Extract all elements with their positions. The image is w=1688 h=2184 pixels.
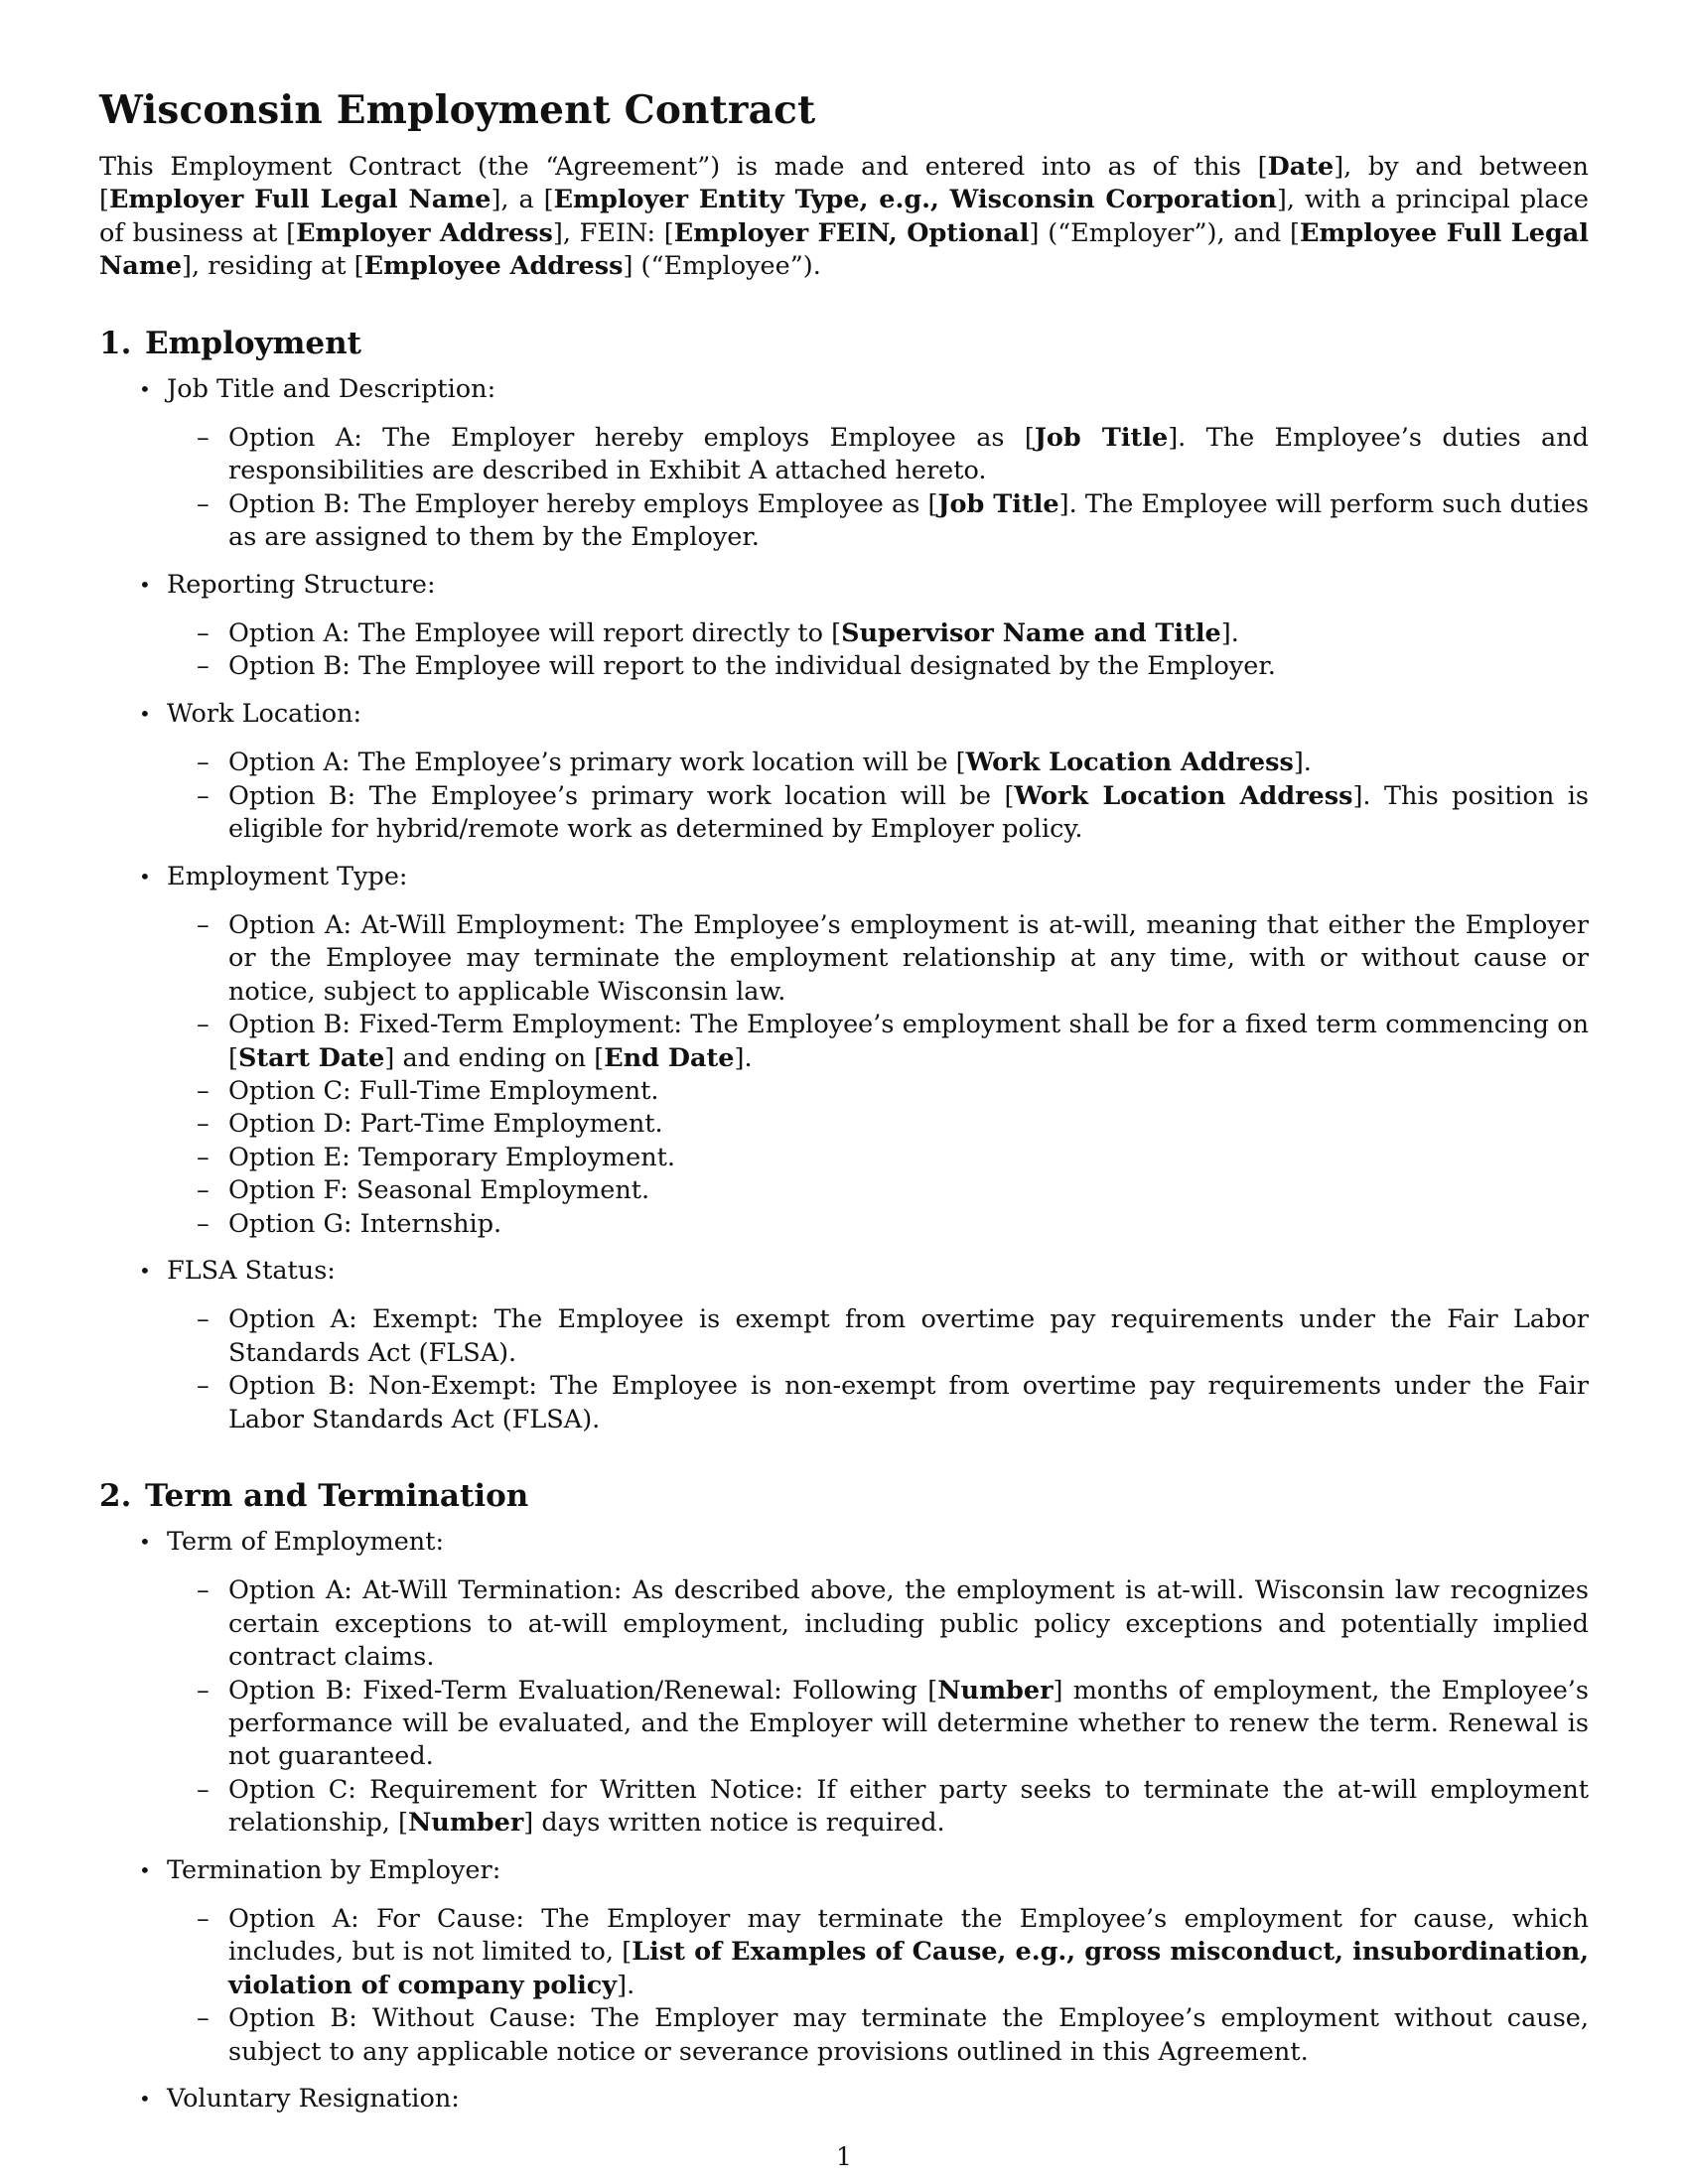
option-list	[167, 422, 1589, 555]
bullet-icon: •	[139, 2087, 151, 2112]
option-item	[167, 2002, 1589, 2069]
list-item	[99, 569, 1589, 684]
option-item	[167, 1208, 1589, 1241]
dash-icon: –	[197, 423, 210, 454]
text-run: Option B: The Employer hereby employs Employee as [	[228, 488, 938, 519]
text-run: ] days written notice is required.	[523, 1808, 945, 1839]
dash-icon: –	[197, 1175, 210, 1206]
text-run: ], a [	[491, 185, 554, 215]
text-run: Option G: Internship.	[228, 1208, 502, 1239]
section-title: Employment	[145, 325, 361, 361]
text-run: Option A: The Employee will report directly to [	[228, 618, 842, 649]
dash-icon: –	[197, 1675, 210, 1706]
dash-icon: –	[197, 488, 210, 519]
dash-icon: –	[197, 748, 210, 778]
text-run: Option D: Part-Time Employment.	[228, 1109, 663, 1140]
text-run: ] (“Employee”).	[623, 251, 821, 282]
option-list	[167, 1303, 1589, 1436]
section-heading	[99, 1476, 1589, 1516]
option-item	[167, 1774, 1589, 1841]
text-run: Option A: At-Will Termination: As described above, the employment is at-will. Wisconsin law recognizes certain exceptions to at-will employment, including public policy exceptions and potentially implied contract claims.	[228, 1575, 1589, 1673]
dash-icon: –	[197, 618, 210, 649]
item-label: Work Location:	[167, 698, 362, 729]
text-run: ], FEIN: [	[552, 217, 674, 248]
text-run: Option B: The Employee’s primary work location will be [	[228, 780, 1015, 811]
text-run: Option A: Exempt: The Employee is exempt from overtime pay requirements under the Fair Labor Standards Act (FLSA).	[228, 1304, 1589, 1368]
dash-icon: –	[197, 1142, 210, 1172]
text-run: Option A: The Employee’s primary work location will be [	[228, 748, 966, 778]
option-item	[167, 1370, 1589, 1436]
text-run: ]. The Employee’s duties and responsibilities are described in Exhibit A attached hereto.	[228, 423, 1589, 486]
option-list	[167, 1903, 1589, 2069]
list-item	[99, 1526, 1589, 1841]
list-item	[99, 861, 1589, 1241]
option-item	[167, 1574, 1589, 1674]
item-label: Job Title and Description:	[167, 373, 496, 404]
text-run: Option A: The Employer hereby employs Employee as [	[228, 423, 1035, 454]
intro-paragraph	[99, 151, 1589, 284]
section-item-list	[99, 1526, 1589, 2116]
text-run: Option B: Non-Exempt: The Employee is non-exempt from overtime pay requirements under the Fair Labor Standards Act (FLSA).	[228, 1371, 1589, 1434]
section-item-list	[99, 373, 1589, 1436]
bullet-icon: •	[139, 1530, 151, 1554]
text-run: ] (“Employer”), and [	[1029, 217, 1300, 248]
option-item	[167, 422, 1589, 488]
text-run: Option B: Fixed-Term Evaluation/Renewal: Following [	[228, 1675, 938, 1706]
text-run: Option B: Fixed-Term Employment: The Employee’s employment shall be for a fixed term commencing on [	[228, 1010, 1589, 1073]
text-run: Option A: At-Will Employment: The Employee’s employment is at-will, meaning that either the Employer or the Employee may terminate the employment relationship at any time, with or without cause or notice, subject to applicable Wisconsin law.	[228, 909, 1589, 1007]
dash-icon: –	[197, 1075, 210, 1106]
placeholder-field: Number	[407, 1808, 524, 1839]
option-item	[167, 1009, 1589, 1075]
option-item	[167, 1108, 1589, 1141]
option-item	[167, 1303, 1589, 1370]
text-run: ] months of employment, the Employee’s performance will be evaluated, and the Employer will determine whether to renew the term. Renewal is not guaranteed.	[228, 1675, 1589, 1772]
option-list	[167, 909, 1589, 1241]
dash-icon: –	[197, 1304, 210, 1335]
placeholder-field: Employee Address	[363, 251, 624, 282]
placeholder-field: Employer Entity Type, e.g., Wisconsin Corporation	[553, 185, 1277, 215]
dash-icon: –	[197, 1371, 210, 1402]
text-run: ]. The Employee will perform such duties as are assigned to them by the Employer.	[228, 488, 1589, 553]
item-label: Employment Type:	[167, 861, 408, 891]
text-run: ], with a principal place of business at [	[99, 185, 1589, 248]
option-item	[167, 1174, 1589, 1207]
placeholder-field: Employee Full Legal Name	[99, 217, 1589, 282]
bullet-icon: •	[139, 1258, 151, 1283]
text-run: Option A: For Cause: The Employer may terminate the Employee’s employment for cause, which includes, but is not limited to, [	[228, 1904, 1589, 1968]
text-run: ].	[1220, 618, 1239, 649]
placeholder-field: Work Location Address	[1014, 780, 1353, 811]
text-run: Option B: Without Cause: The Employer may terminate the Employee’s employment without cause, subject to any applicable notice or severance provisions outlined in this Agreement.	[228, 2003, 1589, 2067]
dash-icon: –	[197, 1010, 210, 1040]
item-label: Reporting Structure:	[167, 569, 436, 600]
option-item	[167, 1675, 1589, 1774]
bullet-icon: •	[139, 701, 151, 726]
bullet-icon: •	[139, 376, 151, 401]
document-page	[99, 87, 1589, 2130]
placeholder-field: Job Title	[937, 488, 1059, 519]
placeholder-field: Supervisor Name and Title	[841, 618, 1221, 649]
text-run: Option C: Full-Time Employment.	[228, 1075, 659, 1106]
placeholder-field: Employer FEIN, Optional	[673, 217, 1030, 248]
text-run: ].	[617, 1970, 635, 2000]
list-item	[99, 698, 1589, 847]
placeholder-field: Employer Full Legal Name	[108, 185, 492, 215]
bullet-icon: •	[139, 1857, 151, 1882]
text-run: Option C: Requirement for Written Notice: If either party seeks to terminate the at-will employment relationship, [	[228, 1774, 1589, 1839]
placeholder-field: End Date	[604, 1042, 735, 1073]
placeholder-field: List of Examples of Cause, e.g., gross misconduct, insubordination, violation of company policy	[228, 1937, 1589, 2000]
dash-icon: –	[197, 780, 210, 811]
text-run: ].	[1293, 748, 1312, 778]
item-label: FLSA Status:	[167, 1255, 336, 1286]
bullet-icon: •	[139, 864, 151, 888]
text-run: ], residing at [	[182, 251, 364, 282]
section-number: 2.	[99, 1478, 132, 1514]
option-item	[167, 650, 1589, 683]
option-item	[167, 1903, 1589, 2002]
text-run: ] and ending on [	[384, 1042, 605, 1073]
option-item	[167, 617, 1589, 650]
list-item	[99, 2083, 1589, 2116]
dash-icon: –	[197, 651, 210, 682]
list-item	[99, 1854, 1589, 2069]
text-run: Option B: The Employee will report to the individual designated by the Employer.	[228, 651, 1276, 682]
placeholder-field: Number	[937, 1675, 1054, 1706]
section-title: Term and Termination	[145, 1478, 529, 1514]
section-heading	[99, 324, 1589, 363]
dash-icon: –	[197, 1575, 210, 1606]
dash-icon: –	[197, 909, 210, 940]
dash-icon: –	[197, 2003, 210, 2034]
list-item	[99, 373, 1589, 555]
item-label: Term of Employment:	[167, 1527, 445, 1557]
option-item	[167, 747, 1589, 779]
option-item	[167, 1075, 1589, 1108]
sections-container	[99, 324, 1589, 2116]
text-run: Option E: Temporary Employment.	[228, 1142, 675, 1172]
placeholder-field: Employer Address	[296, 217, 553, 248]
option-list	[167, 747, 1589, 846]
placeholder-field: Work Location Address	[965, 748, 1294, 778]
option-list	[167, 1574, 1589, 1840]
section-number: 1.	[99, 325, 132, 361]
dash-icon: –	[197, 1904, 210, 1935]
text-run: Option F: Seasonal Employment.	[228, 1175, 650, 1206]
option-list	[167, 617, 1589, 684]
text-run: This Employment Contract (the “Agreement”) is made and entered into as of this [	[99, 152, 1268, 182]
bullet-icon: •	[139, 572, 151, 597]
option-item	[167, 1142, 1589, 1174]
option-item	[167, 909, 1589, 1009]
dash-icon: –	[197, 1109, 210, 1140]
placeholder-field: Job Title	[1034, 423, 1169, 454]
option-item	[167, 780, 1589, 847]
placeholder-field: Start Date	[237, 1042, 385, 1073]
dash-icon: –	[197, 1774, 210, 1805]
text-run: ], by and between [	[99, 152, 1589, 215]
document-title: Wisconsin Employment Contract	[99, 87, 816, 133]
item-label: Voluntary Resignation:	[167, 2084, 460, 2115]
option-item	[167, 488, 1589, 555]
placeholder-field: Date	[1267, 152, 1335, 182]
text-run: ].	[734, 1042, 753, 1073]
text-run: ]. This position is eligible for hybrid/remote work as determined by Employer policy.	[228, 780, 1590, 845]
page-number: 1	[836, 2142, 852, 2171]
list-item	[99, 1255, 1589, 1436]
dash-icon: –	[197, 1208, 210, 1239]
item-label: Termination by Employer:	[167, 1854, 501, 1885]
